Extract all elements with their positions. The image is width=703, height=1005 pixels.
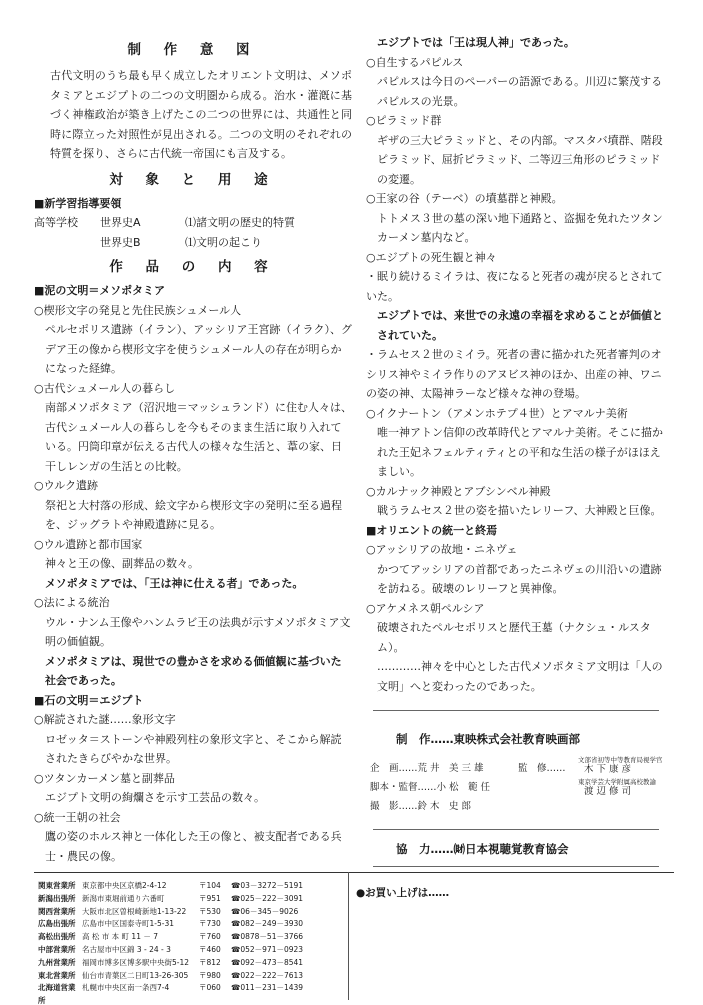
stone-item-11-desc: 戦うラムセス２世の姿を描いたレリーフ、大神殿と巨像。 xyxy=(377,504,662,517)
office-name: 関東営業所 xyxy=(38,881,76,890)
office-addr: 広島市中区国泰寺町1-5-31 xyxy=(82,919,174,929)
end-item-1-desc: かつてアッシリアの首都であったニネヴェの川沿いの遺跡を訪ねる。破壊のレリーフと異神像。 xyxy=(377,562,662,595)
left-column xyxy=(34,0,352,866)
office-zip: 〒980 xyxy=(199,970,221,980)
stone-heading: ■石の文明＝エジプト xyxy=(34,693,144,707)
office-row xyxy=(38,893,333,906)
credit-sup2-title: 東京学芸大学附属高校教諭 xyxy=(578,778,656,786)
stone-item-6-desc: トトメス３世の墓の深い地下通路と、盗掘を免れたツタンカーメン墓内など。 xyxy=(377,211,663,244)
mud-item-5-desc: ウル・ナンム王像やハンムラビ王の法典が示すメソポタミア文明の価値観。 xyxy=(45,615,351,648)
office-zip: 〒104 xyxy=(199,881,221,890)
office-row xyxy=(38,918,333,931)
office-row xyxy=(38,880,333,893)
stone-item-1-desc: ロゼッタ＝ストーンや神殿列柱の象形文字と、そこから解読されたきらびやかな世界。 xyxy=(45,732,342,765)
office-zip: 〒760 xyxy=(199,932,221,942)
mud-item-4-emphasis: メソポタミアでは、「王は神に仕える者」であった。 xyxy=(45,576,304,590)
credit-sup1-title: 文部省初等中等教育局視学官 xyxy=(578,756,663,764)
credit-script: 脚本・監督……小 松 範 任 xyxy=(370,782,491,793)
stone-item-10: ○イクナートン（アメンホテプ４世）とアマルナ美術 xyxy=(366,406,628,420)
office-tel: ☎03－3272－5191 xyxy=(231,881,304,890)
office-row xyxy=(38,906,333,919)
mud-item-4-desc: 神々と王の像、副葬品の数々。 xyxy=(45,557,199,570)
office-addr: 大阪市北区曽根崎新地1-13-22 xyxy=(82,906,187,916)
mud-item-1-desc: ペルセポリス遺跡（イラン）、アッシリア王宮跡（イラク）、グデア王の像から楔形文字を使うシュメール人の存在が明らかになった経緯。 xyxy=(45,323,353,375)
office-addr: 東京都中央区京橋2-4-12 xyxy=(82,881,167,890)
office-name: 東北営業所 xyxy=(38,970,76,980)
office-addr: 札幌市中央区南一条西7-4 xyxy=(82,983,170,993)
stone-item-8: ・眠り続けるミイラは、夜になると死者の魂が戻るとされていた。 xyxy=(366,270,663,303)
office-addr: 高 松 市 本 町 11 － 7 xyxy=(82,932,159,942)
stone-item-9: ・ラムセス２世のミイラ。死者の書に描かれた死者審判のオシリス神やミイラ作りのアヌビス神のほか、出産の神、ワニの姿の神、太陽神ラーなど様々な神の登場。 xyxy=(366,348,662,400)
order-label: ●お買い上げは…… xyxy=(356,887,450,899)
credits-divider-top xyxy=(373,710,659,711)
credit-sup2-name: 渡 辺 修 司 xyxy=(584,786,632,797)
footer-divider xyxy=(348,872,349,1000)
mud-item-3-desc: 祭祀と大村落の形成、絵文字から楔形文字の発明に至る過程を、ジッグラトや神殿遺跡に見る。 xyxy=(45,498,342,531)
office-tel: ☎092－473－8541 xyxy=(231,957,304,967)
footer-top-line xyxy=(34,872,674,873)
credit-plan: 企 画……荒 井 美 三 雄 xyxy=(370,763,484,774)
office-list xyxy=(38,880,333,1005)
office-tel: ☎025－222－3091 xyxy=(231,893,304,903)
end-item-2: ○アケメネス朝ペルシア xyxy=(366,601,485,615)
stone-item-8-emphasis: エジプトでは、来世での永遠の幸福を求めることが価値とされていた。 xyxy=(377,309,663,342)
office-row xyxy=(38,944,333,957)
credit-production: 制 作……東映株式会社教育映画部 xyxy=(396,732,580,746)
mud-item-2-desc: 南部メソポタミア（沼沢地＝マッシュランド）に住む人々は、古代シュメール人の暮らしを今もそのまま生活に取り入れている。円筒印章が伝える古代人の様々な生活と、葦の家、日干しレンガの生活との比較。 xyxy=(45,401,353,473)
office-row xyxy=(38,931,333,944)
office-name: 九州営業所 xyxy=(38,957,76,967)
office-addr: 名古屋市中区錦 3 - 24 - 3 xyxy=(82,944,171,954)
right-column xyxy=(366,33,666,696)
stone-item-3: ○統一王朝の社会 xyxy=(34,810,121,824)
office-tel: ☎06－345－9026 xyxy=(231,906,299,916)
stone-item-1: ○解読された謎……象形文字 xyxy=(34,713,176,726)
credit-cooperation: 協 力……㈶日本視聴覚教育協会 xyxy=(396,842,569,856)
stone-item-2-desc: エジプト文明の絢爛さを示す工芸品の数々。 xyxy=(45,791,265,804)
usage-title: 対 象 と 用 途 xyxy=(109,171,277,188)
office-tel: ☎082－249－3930 xyxy=(231,919,304,929)
mud-item-5: ○法による統治 xyxy=(34,596,110,609)
office-tel: ☎0878－51－3766 xyxy=(231,932,304,942)
office-addr: 仙台市青葉区二日町13-26-305 xyxy=(82,970,189,980)
office-name: 高松出張所 xyxy=(38,932,76,942)
mud-item-1: ○楔形文字の発見と先住民族シュメール人 xyxy=(34,303,242,317)
stone-item-3-emphasis: エジプトでは「王は現人神」であった。 xyxy=(377,36,575,49)
office-row xyxy=(38,970,333,983)
office-zip: 〒530 xyxy=(199,906,221,916)
mud-item-2: ○古代シュメール人の暮らし xyxy=(34,381,176,395)
usage-heading: ■新学習指導要領 xyxy=(34,196,122,210)
stone-item-7: ○エジプトの死生観と神々 xyxy=(366,250,497,264)
mud-item-5-emphasis: メソポタミアは、現世での豊かさを求める価値観に基づいた社会であった。 xyxy=(45,654,342,687)
usage-school: 高等学校 xyxy=(34,216,78,229)
office-addr: 福岡市博多区博多駅中央街5-12 xyxy=(82,957,190,967)
usage-school-blank xyxy=(34,233,100,253)
end-closing: …………神々を中心とした古代メソポタミア文明は「人の文明」へと変わったのであった。 xyxy=(377,660,663,693)
credit-supervise-label: 監 修…… xyxy=(518,763,566,774)
end-heading: ■オリエントの統一と終焉 xyxy=(366,523,498,537)
office-tel: ☎052－971－0923 xyxy=(231,944,304,954)
usage-subject-a: 世界史A xyxy=(100,216,141,229)
office-name: 北海道営業所 xyxy=(38,983,76,1005)
office-name: 新潟出張所 xyxy=(38,893,76,903)
contents-title: 作 品 の 内 容 xyxy=(109,259,277,275)
stone-item-11: ○カルナック神殿とアブシンベル神殿 xyxy=(366,484,551,498)
office-zip: 〒460 xyxy=(199,944,221,954)
stone-item-3-desc: 鷹の姿のホルス神と一体化した王の像と、被支配者である兵士・農民の像。 xyxy=(45,830,342,863)
office-name: 広島出張所 xyxy=(38,919,76,929)
stone-item-10-desc: 唯一神アトン信仰の改革時代とアマルナ美術。そこに描かれた王妃ネフェルティティとの平和な生活の様子がほほえましい。 xyxy=(377,426,663,478)
stone-item-2: ○ツタンカーメン墓と副葬品 xyxy=(34,771,175,785)
office-zip: 〒730 xyxy=(199,919,221,929)
stone-item-6: ○王家の谷（テーベ）の墳墓群と神殿。 xyxy=(366,192,563,205)
usage-row-1 xyxy=(34,213,352,233)
stone-item-5: ○ピラミッド群 xyxy=(366,114,442,127)
office-name: 中部営業所 xyxy=(38,944,76,954)
office-tel: ☎022－222－7613 xyxy=(231,970,304,980)
intent-body: 古代文明のうち最も早く成立したオリエント文明は、メソポタミアとエジプトの二つの文明圏から成る。治水・灌漑に基づく神権政治が築き上げたこの二つの世界には、共通性と同時に際立った対照性が見出される。二つの文明のそれぞれの特質を探り、さらに古代統一帝国にも言及する。 xyxy=(50,69,352,160)
office-zip: 〒060 xyxy=(199,983,221,993)
usage-subject-b: 世界史B xyxy=(100,235,141,249)
mud-heading: ■泥の文明＝メソポタミア xyxy=(34,284,166,297)
mud-item-3: ○ウルク遺跡 xyxy=(34,479,99,492)
stone-item-5-desc: ギザの三大ピラミッドと、その内部。マスタバ墳群、階段ピラミッド、屈折ピラミッド、二等辺三角形のピラミッドの変遷。 xyxy=(377,133,663,186)
end-item-2-desc: 破壊されたペルセポリスと歴代王墓（ナクシュ・ルスタム）。 xyxy=(377,621,651,654)
office-addr: 新潟市東堀前通り六番町 xyxy=(82,893,165,903)
usage-topic-b: ⑴文明の起こり xyxy=(185,235,262,249)
intent-title: 制 作 意 図 xyxy=(127,42,259,58)
office-zip: 〒951 xyxy=(199,893,221,903)
office-zip: 〒812 xyxy=(199,957,221,967)
mud-item-4: ○ウル遺跡と都市国家 xyxy=(34,537,143,551)
credit-camera: 撮 影……鈴 木 史 郎 xyxy=(370,801,472,812)
end-item-1: ○アッシリアの故地・ニネヴェ xyxy=(366,543,518,556)
credit-sup1-name: 木 下 康 彦 xyxy=(584,764,632,775)
stone-item-4: ○自生するパピルス xyxy=(366,55,464,69)
office-name: 関西営業所 xyxy=(38,906,76,916)
usage-topic-a: ⑴諸文明の歴史的特質 xyxy=(185,216,295,229)
office-row xyxy=(38,957,333,970)
stone-item-4-desc: パピルスは今日のペーパーの語源である。川辺に繁茂するパピルスの光景。 xyxy=(377,75,663,108)
credits-divider-mid xyxy=(373,829,659,830)
usage-row-2 xyxy=(34,233,352,253)
credits-divider-bottom xyxy=(373,866,659,867)
office-row xyxy=(38,982,333,1005)
office-tel: ☎011－231－1439 xyxy=(231,983,304,993)
